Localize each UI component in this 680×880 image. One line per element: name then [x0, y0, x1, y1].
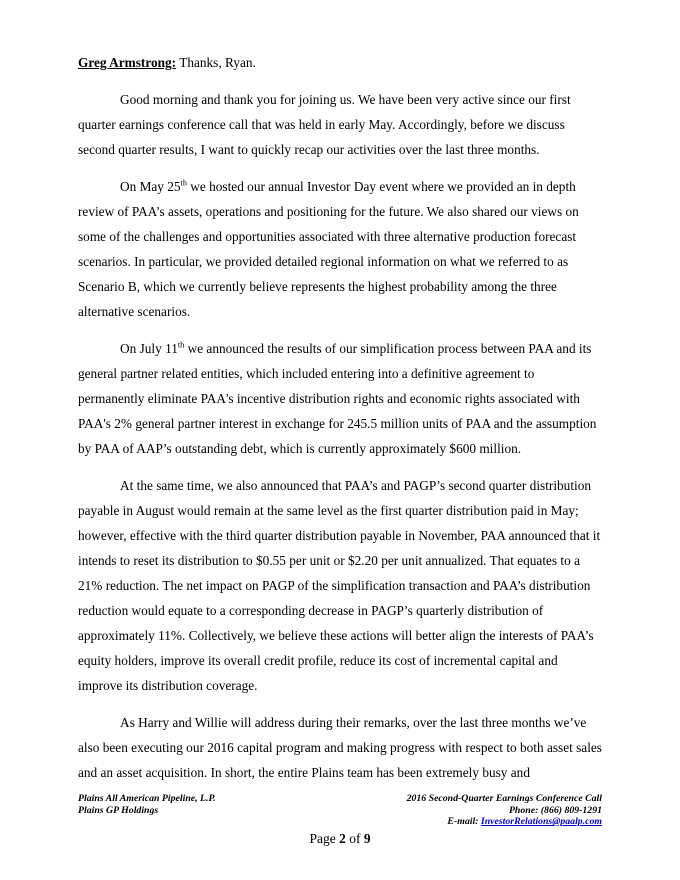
ordinal-superscript: th: [180, 178, 187, 188]
footer-columns: [78, 793, 602, 828]
paragraph-simplification: [78, 336, 602, 461]
call-title: 2016 Second-Quarter Earnings Conference Call: [406, 793, 602, 804]
page-of: of: [345, 830, 364, 846]
paragraph-distribution: At the same time, we also announced that PAA’s and PAGP’s second quarter distribution payable in August would remain at the same level as the first quarter distribution paid in May; however, effective with the third quarter distribution payable in November, PAA announced that it intends to reset its distribution to $0.55 per unit or $2.20 per unit annualized. That equates to a 21% reduction. The net impact on PAGP of the simplification transaction and PAA’s distribution reduction would equate to a corresponding decrease in PAGP’s quarterly distribution of approximately 11%. Collectively, we believe these actions will better align the interests of PAA’s equity holders, improve its overall credit profile, reduce its cost of incremental capital and improve its distribution coverage.: [78, 478, 601, 693]
company-name-paa: Plains All American Pipeline, L.P.: [78, 793, 216, 804]
page-footer: [78, 793, 602, 847]
page-number: [78, 831, 602, 847]
paragraph-good-morning: Good morning and thank you for joining us. We have been very active since our first quarter earnings conference call that was held in early May. Accordingly, before we discuss second quarter results, I want to quickly recap our activities over the last three months.: [78, 92, 571, 157]
paragraph-simplification-text: On July 11: [120, 341, 178, 356]
email-label: E-mail:: [447, 816, 481, 828]
paragraph-investor-day: [78, 174, 602, 324]
footer-company-block: [78, 793, 216, 816]
ordinal-superscript: th: [177, 340, 185, 350]
speaker-paragraph: [78, 50, 602, 75]
email-link[interactable]: InvestorRelations@paalp.com: [480, 816, 602, 828]
company-name-pagp: Plains GP Holdings: [78, 804, 159, 816]
phone-number: Phone: (866) 809-1291: [508, 804, 602, 816]
page-total: 9: [363, 830, 371, 846]
footer-contact-block: [407, 793, 602, 828]
paragraph-capital-program: As Harry and Willie will address during their remarks, over the last three months we’ve also been executing our 2016 capital program and making progress with respect to both asset sales and an asset acquisition. In short, the entire Plains team has been extremely busy and: [78, 715, 602, 780]
paragraph-investor-day-text-cont: we hosted our annual Investor Day event where we provided an in depth review of PAA’s assets, operations and positioning for the future. We also shared our views on some of the challenges and opportunities associated with three alternative production forecast scenarios. In particular, we provided detailed regional information on what we referred to as Scenario B, which we currently believe represents the highest probability among the three alternative scenarios.: [78, 179, 579, 319]
paragraph-simplification-text-cont: we announced the results of our simplification process between PAA and its general partner related entities, which included entering into a definitive agreement to permanently eliminate PAA's incentive distribution rights and economic rights associated with PAA's 2% general partner interest in exchange for 245.5 million units of PAA and the assumption by PAA of AAP’s outstanding debt, which is currently approximately $600 million.: [78, 341, 597, 456]
email-line: [407, 816, 602, 828]
page-word: Page: [309, 830, 340, 846]
transcript-body: [78, 50, 602, 797]
paragraph-investor-day-text: On May 25: [120, 179, 181, 194]
speaker-name: Greg Armstrong:: [78, 55, 177, 70]
page-current: 2: [339, 830, 346, 846]
speaker-text: Thanks, Ryan.: [176, 55, 256, 70]
